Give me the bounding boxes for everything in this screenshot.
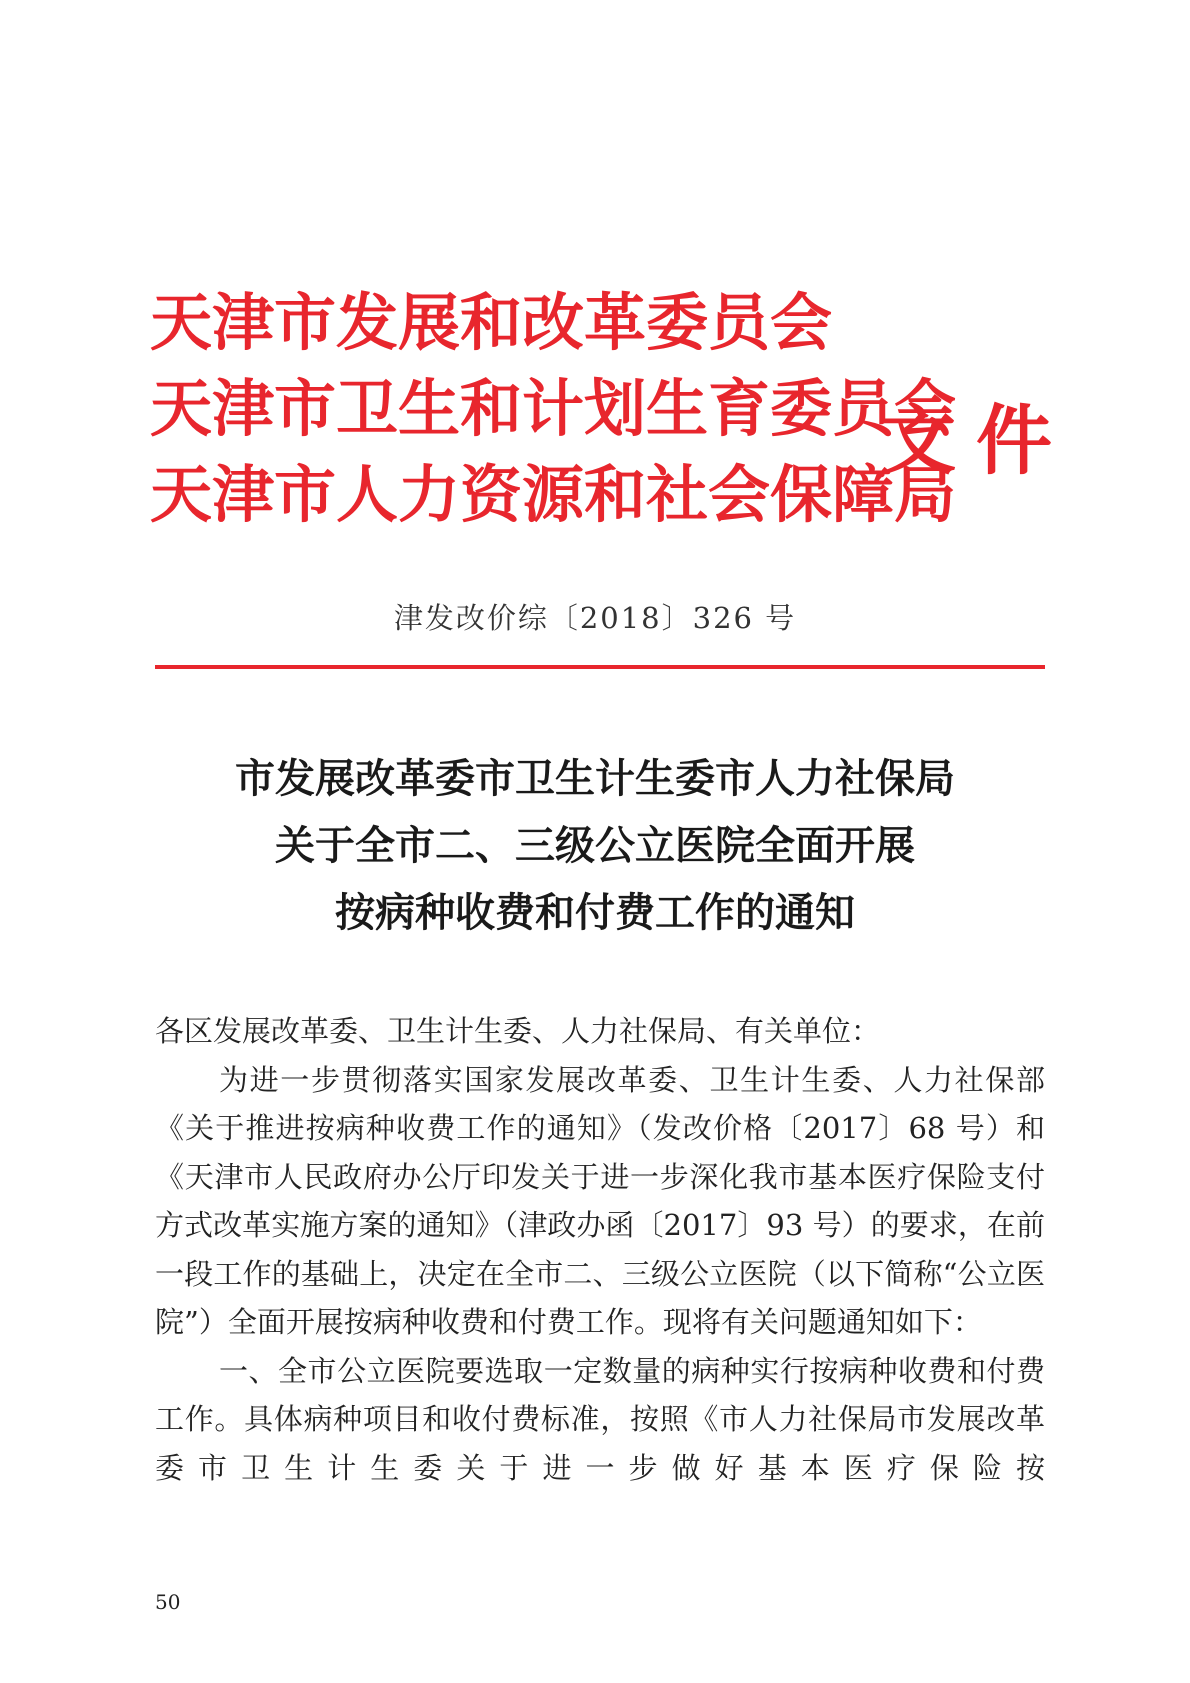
notice-body xyxy=(155,1007,1045,1492)
notice-title xyxy=(0,745,1190,946)
body-paragraph-2: 一、全市公立医院要选取一定数量的病种实行按病种收费和付费工作。具体病种项目和收付费标准，按照《市人力社保局市发展改革委市卫生计生委关于进一步做好基本医疗保险按 xyxy=(155,1353,1045,1485)
document-word: 文件 xyxy=(880,396,1072,485)
agency-line-hr: 天津市人力资源和社会保障局 xyxy=(150,458,957,531)
red-letterhead xyxy=(150,280,1072,550)
salutation: 各区发展改革委、卫生计生委、人力社保局、有关单位： xyxy=(155,1014,881,1048)
agency-line-development: 天津市发展和改革委员会 xyxy=(150,286,833,359)
page-number: 50 xyxy=(155,1590,181,1614)
issuing-agencies xyxy=(150,280,956,538)
document-number: 津发改价综〔2018〕326 号 xyxy=(393,601,797,635)
body-paragraph-1: 为进一步贯彻落实国家发展改革委、卫生计生委、人力社保部《关于推进按病种收费工作的通知》（发改价格〔2017〕68 号）和《天津市人民政府办公厅印发关于进一步深化我市基本医疗保险支付方式改革实施方案的通知》（津政办函〔2017〕93 号）的要求，在前一段工作的基础上，决定在全市二、三级公立医院（以下简称“公立医院”）全面开展按病种收费和付费工作。现将有关问题通知如下： xyxy=(155,1062,1045,1339)
red-divider-line xyxy=(155,665,1045,669)
title-line-2: 关于全市二、三级公立医院全面开展 xyxy=(275,822,915,869)
title-line-3: 按病种收费和付费工作的通知 xyxy=(335,889,855,936)
agency-line-health: 天津市卫生和计划生育委员会 xyxy=(150,372,957,445)
title-line-1: 市发展改革委市卫生计生委市人力社保局 xyxy=(235,755,955,802)
